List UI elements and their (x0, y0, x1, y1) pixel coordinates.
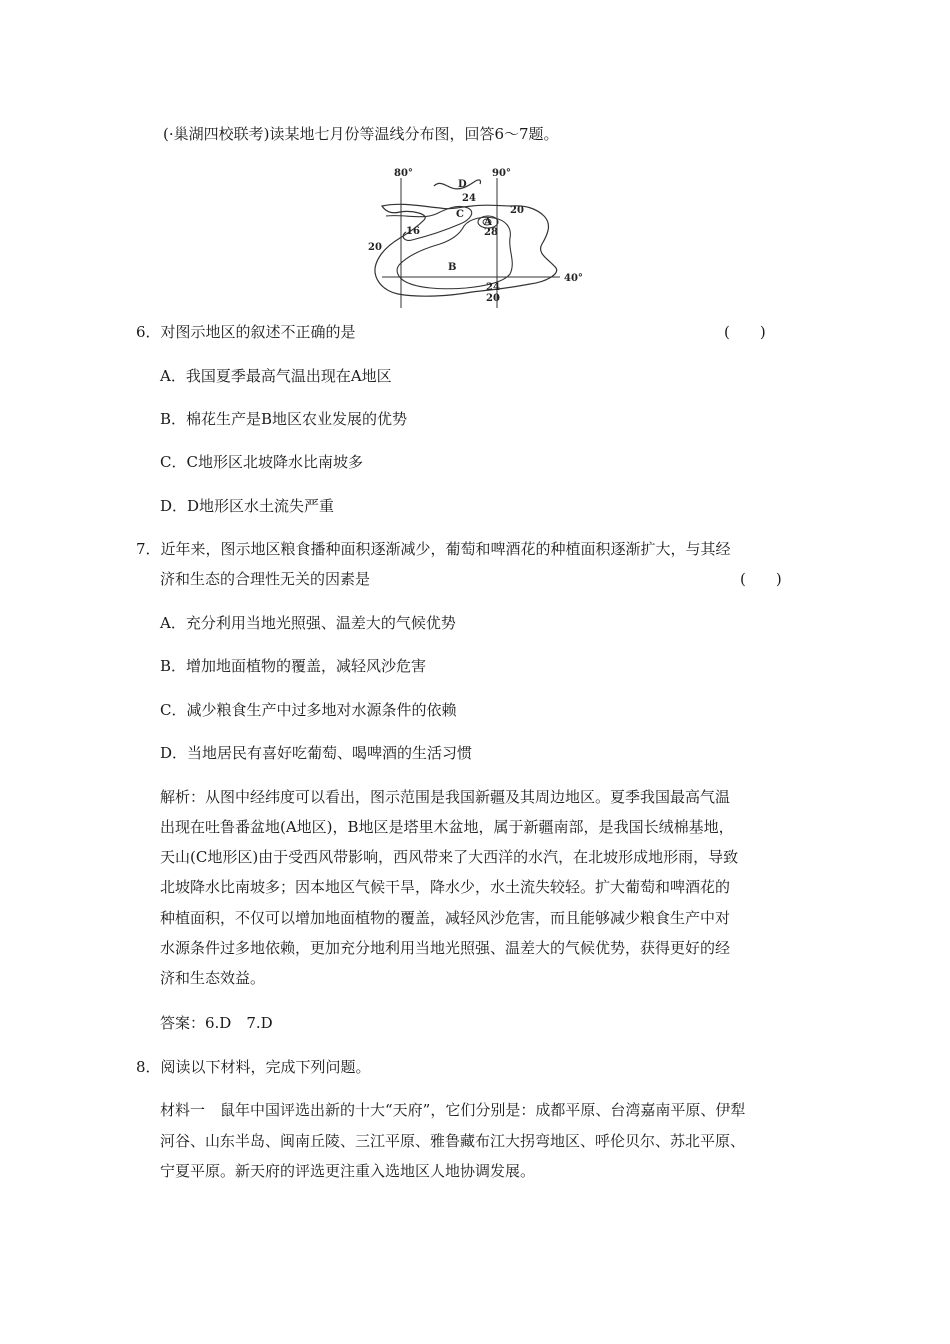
q6-stem: 6．对图示地区的叙述不正确的是 (136, 323, 356, 341)
q7-answer-bracket: ( ) (740, 570, 782, 588)
analysis-line-4: 北坡降水比南坡多；因本地区气候干旱，降水少，水土流失较轻。扩大葡萄和啤酒花的 (160, 878, 731, 896)
analysis-line-2: 出现在吐鲁番盆地(A地区)，B地区是塔里木盆地，属于新疆南部，是我国长绒棉基地， (160, 818, 734, 836)
analysis-line-7: 济和生态效益。 (160, 969, 266, 987)
isotherm-label-16: 16 (406, 226, 420, 237)
q8-material-line-1: 材料一 鼠年中国评选出新的十大“天府”，它们分别是：成都平原、台湾嘉南平原、伊犁 (160, 1101, 746, 1119)
region-label-b: B (448, 262, 457, 273)
q6-option-b: B．棉花生产是B地区农业发展的优势 (160, 410, 408, 428)
q7-option-c: C．减少粮食生产中过多地对水源条件的依赖 (160, 701, 457, 719)
q7-option-a: A．充分利用当地光照强、温差大的气候优势 (160, 614, 456, 632)
analysis-line-6: 水源条件过多地依赖，更加充分地利用当地光照强、温差大的气候优势，获得更好的经 (160, 939, 731, 957)
region-label-c: C (456, 209, 464, 220)
analysis-line-5: 种植面积，不仅可以增加地面植物的覆盖，减轻风沙危害，而且能够减少粮食生产中对 (160, 909, 731, 927)
isotherm-label-20-east: 20 (510, 205, 524, 216)
isotherm-label-28: 28 (484, 227, 498, 238)
region-label-a: A (484, 217, 492, 228)
q6-option-d: D．D地形区水土流失严重 (160, 497, 335, 515)
region-label-d: D (458, 179, 467, 190)
isotherm-label-20-south: 20 (486, 293, 500, 304)
lon-label-90: 90° (492, 168, 511, 179)
q6-option-a: A．我国夏季最高气温出现在A地区 (160, 367, 392, 385)
q7-stem-line-1: 7．近年来，图示地区粮食播种面积逐渐减少，葡萄和啤酒花的种植面积逐渐扩大，与其经 (136, 540, 731, 558)
q7-option-b: B．增加地面植物的覆盖，减轻风沙危害 (160, 657, 427, 675)
q6-option-c: C．C地形区北坡降水比南坡多 (160, 453, 363, 471)
q7-option-d: D．当地居民有喜好吃葡萄、喝啤酒的生活习惯 (160, 744, 473, 762)
analysis-line-1: 解析：从图中经纬度可以看出，图示范围是我国新疆及其周边地区。夏季我国最高气温 (160, 788, 731, 806)
lon-label-80: 80° (394, 168, 413, 179)
isotherm-label-24-d: 24 (462, 193, 476, 204)
q8-stem: 8．阅读以下材料，完成下列问题。 (136, 1058, 371, 1076)
isotherm-label-20-west: 20 (368, 242, 382, 253)
isotherm-label-24-south: 24 (486, 282, 500, 293)
q8-material-line-2: 河谷、山东半岛、闽南丘陵、三江平原、雅鲁藏布江大拐弯地区、呼伦贝尔、苏北平原、 (160, 1132, 746, 1150)
intro-text: (·巢湖四校联考)读某地七月份等温线分布图，回答6～7题。 (163, 125, 559, 143)
lat-label-40: 40° (564, 273, 583, 284)
isotherm-outer-20 (375, 204, 557, 296)
analysis-line-3: 天山(C地形区)由于受西风带影响，西风带来了大西洋的水汽，在北坡形成地形雨，导致 (160, 848, 739, 866)
q6-answer-bracket: ( ) (724, 323, 766, 341)
q7-stem-line-2: 济和生态的合理性无关的因素是 (160, 570, 371, 588)
isotherm-map (360, 164, 600, 308)
q8-material-line-3: 宁夏平原。新天府的评选更注重入选地区人地协调发展。 (160, 1162, 536, 1180)
answer-line: 答案：6.D 7.D (160, 1014, 273, 1032)
